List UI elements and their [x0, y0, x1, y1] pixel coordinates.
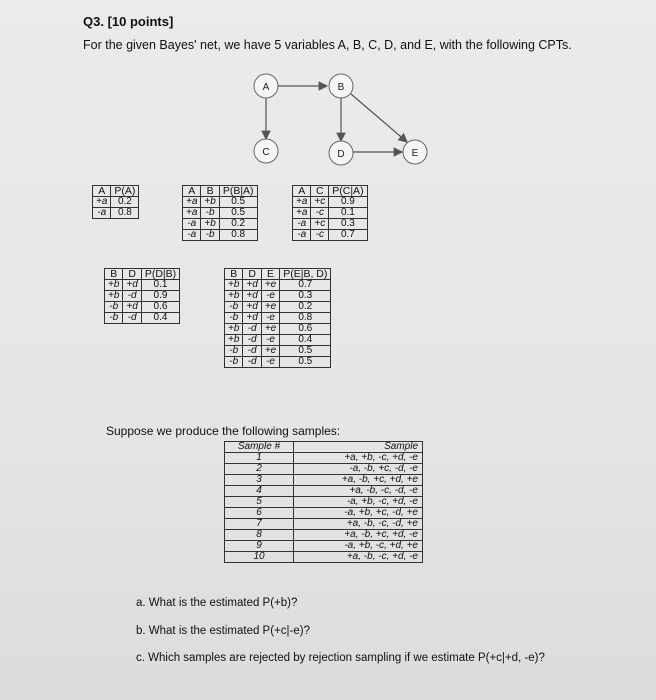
- sample-value-cell: +a, -b, +c, +d, -e: [294, 530, 423, 541]
- cpt-table-d: [104, 268, 180, 324]
- sample-row: [225, 530, 423, 541]
- cpt-prob-cell: 0.9: [329, 197, 367, 208]
- cpt-prob-cell: 0.8: [219, 230, 257, 241]
- cpt-prob-cell: 0.8: [111, 208, 139, 219]
- cpt-row: [225, 280, 331, 291]
- sample-number-cell: 3: [225, 475, 294, 486]
- cpt-value-cell: -b: [105, 302, 123, 313]
- cpt-row: [183, 208, 258, 219]
- cpt-value-cell: +b: [225, 324, 243, 335]
- cpt-header-cell: B: [105, 269, 123, 280]
- cpt-value-cell: +c: [311, 219, 329, 230]
- cpt-prob-cell: 0.7: [280, 280, 331, 291]
- cpt-row: [225, 302, 331, 313]
- cpt-prob-cell: 0.6: [280, 324, 331, 335]
- cpt-value-cell: +a: [93, 197, 111, 208]
- sample-value-cell: -a, +b, -c, +d, -e: [294, 497, 423, 508]
- question-intro: For the given Bayes' net, we have 5 variables A, B, C, D, and E, with the following CPTs.: [83, 38, 572, 52]
- node-e-label: E: [411, 148, 419, 159]
- node-d-label: D: [337, 149, 345, 160]
- cpt-row: [105, 302, 180, 313]
- cpt-value-cell: -b: [225, 302, 243, 313]
- samples-intro: Suppose we produce the following samples:: [106, 424, 341, 438]
- cpt-header-cell: P(E|B, D): [280, 269, 331, 280]
- cpt-prob-cell: 0.6: [141, 302, 179, 313]
- cpt-row: [293, 208, 368, 219]
- node-c-label: C: [262, 147, 270, 158]
- cpt-row: [183, 219, 258, 230]
- cpt-header-row: [93, 186, 139, 197]
- cpt-value-cell: -b: [201, 230, 219, 241]
- sample-value-cell: -a, +b, +c, -d, +e: [294, 508, 423, 519]
- node-a-label: A: [262, 82, 270, 93]
- cpt-value-cell: +d: [243, 280, 261, 291]
- cpt-prob-cell: 0.7: [329, 230, 367, 241]
- cpt-value-cell: +b: [105, 280, 123, 291]
- cpt-header-row: [293, 186, 368, 197]
- cpt-row: [183, 197, 258, 208]
- cpt-value-cell: +e: [261, 280, 279, 291]
- cpt-value-cell: -b: [225, 346, 243, 357]
- cpt-table-c: [292, 185, 368, 241]
- cpt-value-cell: +c: [311, 197, 329, 208]
- cpt-value-cell: +e: [261, 302, 279, 313]
- cpt-value-cell: +a: [183, 197, 201, 208]
- sample-number-cell: 8: [225, 530, 294, 541]
- subquestion-b: b. What is the estimated P(+c|-e)?: [136, 625, 310, 637]
- cpt-prob-cell: 0.3: [280, 291, 331, 302]
- cpt-value-cell: +d: [123, 302, 141, 313]
- cpt-table-b: [182, 185, 258, 241]
- cpt-table-a: [92, 185, 139, 219]
- cpt-value-cell: +e: [261, 324, 279, 335]
- cpt-prob-cell: 0.1: [141, 280, 179, 291]
- sample-row: [225, 464, 423, 475]
- cpt-value-cell: +b: [225, 280, 243, 291]
- sample-row: [225, 541, 423, 552]
- cpt-row: [293, 230, 368, 241]
- cpt-row: [293, 219, 368, 230]
- subquestion-c: c. Which samples are rejected by rejection sampling if we estimate P(+c|+d, -e)?: [136, 652, 545, 664]
- cpt-header-cell: P(A): [111, 186, 139, 197]
- cpt-prob-cell: 0.5: [219, 208, 257, 219]
- sample-number-cell: 4: [225, 486, 294, 497]
- cpt-table-e: [224, 268, 331, 368]
- cpt-prob-cell: 0.5: [280, 346, 331, 357]
- cpt-value-cell: +e: [261, 346, 279, 357]
- sample-row: [225, 475, 423, 486]
- cpt-header-cell: A: [183, 186, 201, 197]
- cpt-header-cell: C: [311, 186, 329, 197]
- cpt-header-row: [225, 269, 331, 280]
- cpt-value-cell: -a: [293, 219, 311, 230]
- sample-number-cell: 5: [225, 497, 294, 508]
- cpt-header-cell: E: [261, 269, 279, 280]
- cpt-value-cell: -a: [93, 208, 111, 219]
- cpt-header-row: [105, 269, 180, 280]
- cpt-value-cell: -d: [243, 346, 261, 357]
- cpt-header-cell: D: [123, 269, 141, 280]
- cpt-row: [105, 280, 180, 291]
- cpt-value-cell: +d: [243, 291, 261, 302]
- cpt-row: [225, 291, 331, 302]
- cpt-header-cell: A: [293, 186, 311, 197]
- sample-value-cell: +a, -b, -c, +d, -e: [294, 552, 423, 563]
- cpt-value-cell: -e: [261, 291, 279, 302]
- cpt-value-cell: -d: [243, 335, 261, 346]
- cpt-prob-cell: 0.3: [329, 219, 367, 230]
- sample-row: [225, 519, 423, 530]
- sample-value-cell: +a, -b, -c, -d, -e: [294, 486, 423, 497]
- cpt-header-cell: P(D|B): [141, 269, 179, 280]
- cpt-value-cell: +d: [243, 313, 261, 324]
- cpt-prob-cell: 0.2: [219, 219, 257, 230]
- sample-number-cell: 1: [225, 453, 294, 464]
- sample-value-cell: +a, -b, +c, +d, +e: [294, 475, 423, 486]
- cpt-value-cell: +b: [225, 291, 243, 302]
- cpt-value-cell: -d: [123, 313, 141, 324]
- cpt-value-cell: -d: [123, 291, 141, 302]
- sample-row: [225, 486, 423, 497]
- cpt-prob-cell: 0.5: [280, 357, 331, 368]
- sample-row: [225, 552, 423, 563]
- cpt-value-cell: -b: [105, 313, 123, 324]
- sample-row: [225, 453, 423, 464]
- cpt-value-cell: -b: [225, 357, 243, 368]
- cpt-prob-cell: 0.2: [111, 197, 139, 208]
- cpt-row: [93, 208, 139, 219]
- cpt-row: [293, 197, 368, 208]
- cpt-row: [225, 313, 331, 324]
- cpt-row: [105, 291, 180, 302]
- cpt-value-cell: -e: [261, 335, 279, 346]
- cpt-header-cell: P(B|A): [219, 186, 257, 197]
- sample-number-cell: 10: [225, 552, 294, 563]
- cpt-value-cell: +a: [183, 208, 201, 219]
- cpt-value-cell: +b: [105, 291, 123, 302]
- cpt-header-cell: B: [225, 269, 243, 280]
- node-b-label: B: [337, 82, 345, 93]
- cpt-value-cell: -c: [311, 230, 329, 241]
- cpt-row: [225, 335, 331, 346]
- sample-number-cell: 7: [225, 519, 294, 530]
- samples-header-cell: Sample #: [225, 442, 294, 453]
- cpt-row: [183, 230, 258, 241]
- sample-row: [225, 497, 423, 508]
- cpt-value-cell: -d: [243, 324, 261, 335]
- sample-number-cell: 6: [225, 508, 294, 519]
- cpt-value-cell: +d: [123, 280, 141, 291]
- sample-value-cell: -a, +b, -c, +d, +e: [294, 541, 423, 552]
- cpt-value-cell: +a: [293, 208, 311, 219]
- cpt-value-cell: +b: [201, 197, 219, 208]
- cpt-row: [105, 313, 180, 324]
- cpt-row: [225, 324, 331, 335]
- cpt-value-cell: -e: [261, 313, 279, 324]
- samples-header-cell: Sample: [294, 442, 423, 453]
- cpt-row: [93, 197, 139, 208]
- cpt-value-cell: +b: [225, 335, 243, 346]
- cpt-prob-cell: 0.5: [219, 197, 257, 208]
- cpt-header-cell: B: [201, 186, 219, 197]
- cpt-value-cell: -b: [201, 208, 219, 219]
- sample-value-cell: -a, -b, +c, -d, -e: [294, 464, 423, 475]
- cpt-value-cell: -c: [311, 208, 329, 219]
- cpt-prob-cell: 0.1: [329, 208, 367, 219]
- cpt-value-cell: -a: [293, 230, 311, 241]
- cpt-prob-cell: 0.4: [280, 335, 331, 346]
- cpt-header-row: [183, 186, 258, 197]
- cpt-value-cell: -e: [261, 357, 279, 368]
- cpt-prob-cell: 0.4: [141, 313, 179, 324]
- cpt-prob-cell: 0.9: [141, 291, 179, 302]
- cpt-value-cell: +a: [293, 197, 311, 208]
- cpt-value-cell: +b: [201, 219, 219, 230]
- sample-number-cell: 9: [225, 541, 294, 552]
- sample-value-cell: +a, +b, -c, +d, -e: [294, 453, 423, 464]
- cpt-header-cell: P(C|A): [329, 186, 367, 197]
- question-title: Q3. [10 points]: [83, 14, 174, 29]
- sample-number-cell: 2: [225, 464, 294, 475]
- cpt-value-cell: -a: [183, 230, 201, 241]
- cpt-value-cell: +d: [243, 302, 261, 313]
- cpt-header-cell: A: [93, 186, 111, 197]
- sample-value-cell: +a, -b, -c, -d, +e: [294, 519, 423, 530]
- cpt-value-cell: -b: [225, 313, 243, 324]
- sample-row: [225, 508, 423, 519]
- edge-b-e: [351, 94, 407, 142]
- cpt-value-cell: -d: [243, 357, 261, 368]
- samples-table: [224, 441, 423, 563]
- samples-header-row: [225, 442, 423, 453]
- cpt-prob-cell: 0.8: [280, 313, 331, 324]
- cpt-row: [225, 357, 331, 368]
- cpt-prob-cell: 0.2: [280, 302, 331, 313]
- cpt-header-cell: D: [243, 269, 261, 280]
- cpt-row: [225, 346, 331, 357]
- subquestion-a: a. What is the estimated P(+b)?: [136, 597, 298, 609]
- cpt-value-cell: -a: [183, 219, 201, 230]
